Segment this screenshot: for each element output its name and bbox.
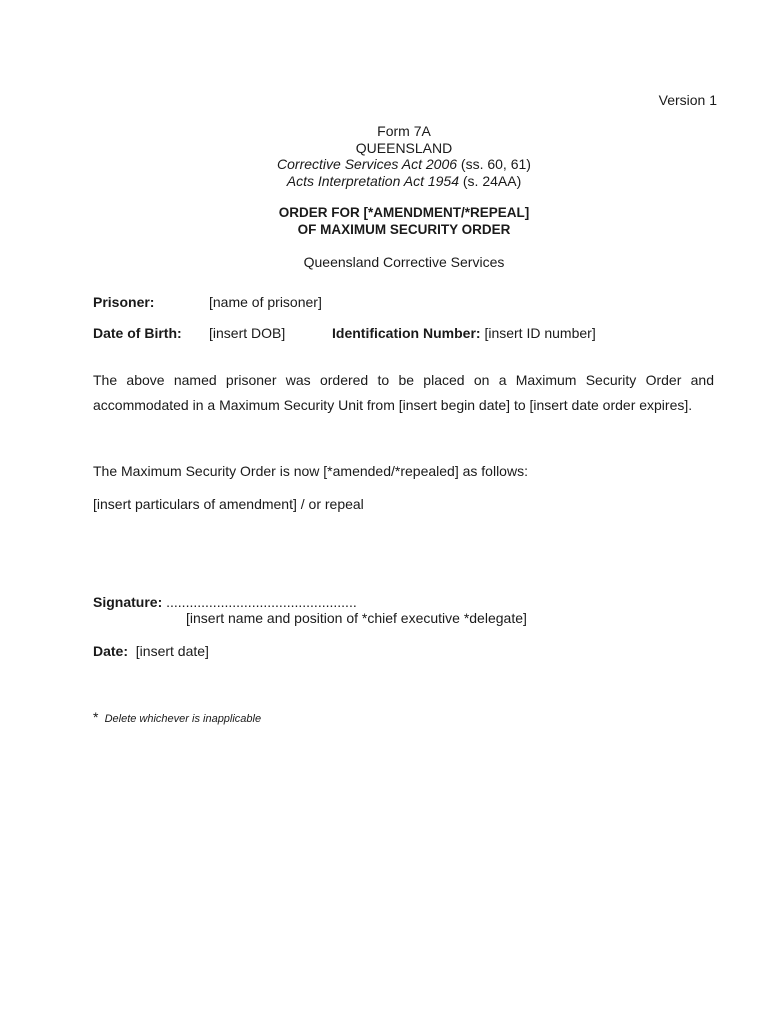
footnote-text: Delete whichever is inapplicable [104, 713, 262, 725]
act1-name: Corrective Services Act 2006 [277, 156, 458, 172]
id-value: [insert ID number] [480, 325, 596, 341]
date-label: Date: [93, 643, 129, 659]
act2-name: Acts Interpretation Act 1954 [286, 172, 459, 189]
version-label: Version 1 [658, 92, 717, 108]
signature-line: ................................................. [162, 594, 357, 610]
document-title [0, 205, 770, 238]
title-line-2: OF MAXIMUM SECURITY ORDER [297, 221, 511, 237]
paragraph-amendment-status: The Maximum Security Order is now [*amended/*repealed] as follows: [93, 463, 528, 479]
act2-sections: (s. 24AA) [459, 172, 522, 189]
paragraph-order-history: The above named prisoner was ordered to be placed on a Maximum Security Order and accommodated in a Maximum Security Unit from [insert begin date] to [insert date order expires]. [93, 372, 714, 413]
title-line-1: ORDER FOR [*AMENDMENT/*REPEAL] [278, 205, 530, 220]
date-value: [insert date] [135, 643, 209, 659]
form-number: Form 7A [377, 123, 431, 139]
amendment-particulars: [insert particulars of amendment] / or repeal [93, 496, 364, 512]
signature-caption: [insert name and position of *chief executive *delegate] [186, 610, 527, 626]
form-header [0, 123, 770, 189]
id-field [332, 325, 596, 341]
act-reference-1 [0, 156, 770, 173]
state-name: QUEENSLAND [355, 139, 453, 156]
act1-sections: (ss. 60, 61) [457, 156, 531, 172]
signature-label: Signature: [93, 594, 163, 610]
dob-row [93, 325, 693, 341]
prisoner-row [93, 294, 322, 310]
prisoner-value: [name of prisoner] [209, 294, 322, 310]
date-row [93, 643, 209, 659]
footnote-star: * [93, 709, 99, 725]
agency-name: Queensland Corrective Services [303, 254, 505, 270]
prisoner-label: Prisoner: [93, 294, 155, 310]
act-reference-2 [0, 173, 770, 190]
dob-value: [insert DOB] [209, 325, 286, 341]
id-label: Identification Number: [332, 325, 481, 341]
dob-label: Date of Birth: [93, 325, 182, 341]
signature-row [93, 594, 357, 610]
footnote [93, 709, 261, 725]
